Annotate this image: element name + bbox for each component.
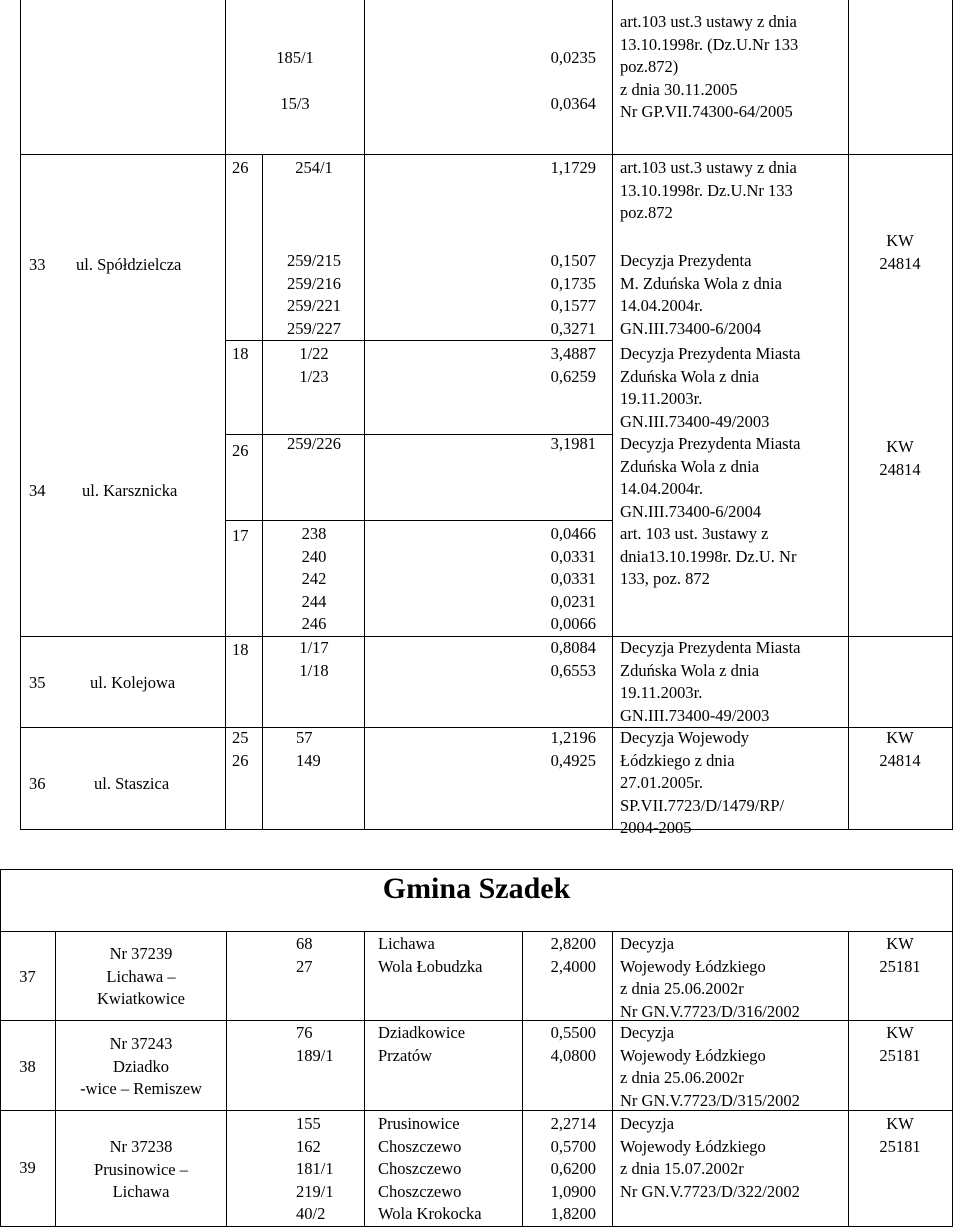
section-title-border-top [0, 869, 953, 870]
kw-number: 24814 [879, 750, 921, 770]
basis-line: 19.11.2003r. [620, 683, 703, 702]
area-value: 0,0235 [550, 48, 596, 67]
kw-cell [850, 436, 950, 481]
basis-text [620, 11, 798, 124]
basis-line: Nr GN.V.7723/D/316/2002 [620, 1001, 800, 1021]
basis-text [620, 523, 796, 591]
bottom-table-border-bottom [0, 1226, 953, 1227]
top-table-rule-4 [225, 520, 612, 521]
road-cell [56, 943, 226, 1011]
basis-line: Decyzja Prezydenta Miasta [620, 344, 801, 363]
basis-line: 2004-2005 [620, 818, 692, 837]
village-name: Lichawa [378, 934, 435, 953]
basis-line: Łódzkiego z dnia [620, 750, 735, 770]
area-cell [480, 93, 596, 116]
basis-line: Wojewody Łódzkiego [620, 1045, 766, 1065]
basis-line: art.103 ust.3 ustawy z dnia [620, 12, 797, 31]
basis-line: Decyzja [620, 1023, 675, 1042]
basis-line: Zduńska Wola z dnia [620, 660, 760, 680]
parcel-number: 259/227 [286, 318, 342, 338]
basis-text [620, 933, 800, 1023]
kw-label: KW [886, 1023, 914, 1042]
basis-line: Nr GN.V.7723/D/315/2002 [620, 1090, 800, 1110]
obreb-number: 26 [232, 158, 249, 177]
basis-text [620, 433, 801, 523]
village-name: Wola Krokocka [378, 1204, 482, 1223]
parcel-number: 185/1 [276, 48, 314, 67]
road-line: Nr 37238 [109, 1137, 173, 1156]
street-name: ul. Spółdzielcza [76, 255, 182, 274]
village-name: Choszczewo [378, 1136, 462, 1156]
top-table-rule-2 [225, 340, 612, 341]
basis-line: z dnia 25.06.2002r [620, 979, 744, 998]
area-value: 0,1507 [550, 251, 596, 270]
basis-line: art. 103 ust. 3ustawy z [620, 524, 769, 543]
basis-line: dnia13.10.1998r. Dz.U. Nr [620, 546, 797, 566]
area-list [480, 1113, 596, 1226]
area-value: 0,0331 [550, 569, 596, 588]
parcel-list [264, 250, 364, 340]
parcel-number: 244 [301, 591, 327, 611]
parcel-number: 242 [301, 569, 327, 588]
area-list [480, 727, 596, 772]
parcel-number: 259/221 [286, 296, 342, 315]
top-table-divider-obreb [262, 154, 263, 830]
area-value: 1,1729 [550, 158, 596, 177]
row-number: 33 [29, 255, 46, 274]
road-line: Lichawa – [106, 966, 176, 986]
basis-line: GN.III.73400-49/2003 [620, 411, 770, 431]
parcel-number: 68 [296, 934, 313, 953]
area-value: 0,6553 [550, 660, 596, 680]
section-title: Gmina Szadek [382, 872, 571, 905]
basis-line: Nr GP.VII.74300-64/2005 [620, 102, 793, 121]
bottom-table-rule-2 [0, 1110, 953, 1111]
area-list [480, 933, 596, 978]
basis-line: GN.III.73400-6/2004 [620, 318, 762, 338]
kw-number: 25181 [879, 1136, 921, 1156]
row-number: 38 [19, 1057, 36, 1076]
basis-line: Wojewody Łódzkiego [620, 956, 766, 976]
parcel-number: 246 [301, 614, 327, 633]
area-value: 1,8200 [550, 1204, 596, 1223]
basis-line: SP.VII.7723/D/1479/RP/ [620, 795, 785, 815]
village-name: Przatów [378, 1045, 433, 1065]
basis-text [620, 637, 801, 727]
basis-line: 13.10.1998r. Dz.U.Nr 133 [620, 180, 793, 200]
parcel-number: 254/1 [295, 158, 333, 177]
area-list [480, 523, 596, 636]
area-value: 2,2714 [550, 1114, 596, 1133]
area-value: 1,2196 [550, 728, 596, 747]
basis-line: GN.III.73400-6/2004 [620, 501, 762, 521]
basis-text [620, 250, 782, 340]
basis-line: Decyzja Prezydenta [620, 251, 752, 270]
bottom-table-divider-basis [848, 931, 849, 1227]
road-line: Kwiatkowice [97, 989, 185, 1008]
basis-line: GN.III.73400-49/2003 [620, 705, 770, 725]
village-name: Choszczewo [378, 1181, 462, 1201]
parcel-number: 219/1 [296, 1181, 334, 1201]
obreb-number: 17 [232, 526, 249, 545]
parcel-list [264, 343, 364, 388]
basis-text [620, 727, 784, 840]
obreb-number: 18 [232, 344, 249, 363]
obreb-number: 26 [232, 441, 249, 460]
basis-line: M. Zduńska Wola z dnia [620, 273, 782, 293]
parcel-cell [230, 93, 360, 116]
village-name: Prusinowice [378, 1114, 460, 1133]
basis-line: Wojewody Łódzkiego [620, 1136, 766, 1156]
parcel-list [264, 637, 364, 682]
top-table-border-left [20, 0, 21, 830]
basis-text [620, 1022, 800, 1112]
area-value: 2,4000 [550, 956, 596, 976]
parcel-number: 1/17 [299, 638, 329, 657]
basis-line: Zduńska Wola z dnia [620, 366, 760, 386]
area-list [480, 1022, 596, 1067]
basis-line: 14.04.2004r. [620, 296, 703, 315]
basis-line: Decyzja Prezydenta Miasta [620, 638, 801, 657]
basis-line: Decyzja [620, 934, 675, 953]
parcel-list [296, 1022, 334, 1067]
top-table-divider-lp [225, 0, 226, 830]
village-name: Dziadkowice [378, 1023, 466, 1042]
obreb-number: 26 [232, 750, 249, 770]
area-list [480, 250, 596, 340]
parcel-list [296, 1113, 334, 1226]
area-cell [480, 47, 596, 70]
area-value: 0,8084 [550, 638, 596, 657]
obreb-list [232, 727, 249, 772]
row-number: 39 [19, 1158, 36, 1177]
kw-cell [850, 1022, 950, 1067]
road-line: Nr 37243 [109, 1034, 173, 1053]
basis-line: Decyzja [620, 1114, 675, 1133]
area-value: 0,1577 [550, 296, 596, 315]
parcel-number: 259/216 [286, 273, 342, 293]
kw-cell [850, 933, 950, 978]
area-value: 2,8200 [550, 934, 596, 953]
road-line: Prusinowice – [94, 1159, 188, 1179]
basis-line: art.103 ust.3 ustawy z dnia [620, 158, 797, 177]
area-value: 0,6259 [550, 366, 596, 386]
bottom-table-divider-road [226, 931, 227, 1227]
kw-label: KW [886, 437, 914, 456]
area-value: 0,0466 [550, 524, 596, 543]
parcel-number: 162 [296, 1136, 321, 1156]
street-name: ul. Kolejowa [90, 673, 176, 692]
village-list [378, 933, 483, 978]
kw-cell [850, 727, 950, 772]
row-number: 34 [29, 481, 46, 500]
area-value: 0,5700 [550, 1136, 596, 1156]
area-value: 4,0800 [550, 1045, 596, 1065]
parcel-number: 189/1 [296, 1045, 334, 1065]
basis-line: poz.872 [620, 203, 673, 222]
parcel-number: 181/1 [296, 1159, 334, 1178]
area-value: 1,0900 [550, 1181, 596, 1201]
village-list [378, 1022, 465, 1067]
basis-line: 19.11.2003r. [620, 389, 703, 408]
basis-line: poz.872) [620, 57, 679, 76]
bottom-table-rule-1 [0, 1020, 953, 1021]
kw-cell [850, 1113, 950, 1158]
top-table-border-right [952, 0, 953, 830]
obreb-number: 25 [232, 728, 249, 747]
kw-label: KW [886, 728, 914, 747]
road-line: Nr 37239 [109, 944, 173, 963]
area-list [480, 637, 596, 682]
basis-line: 14.04.2004r. [620, 479, 703, 498]
street-name: ul. Karsznicka [82, 481, 178, 500]
top-table-divider-basis [848, 0, 849, 830]
parcel-number: 1/18 [299, 660, 329, 680]
kw-number: 24814 [879, 459, 921, 479]
bottom-table-border-top [0, 931, 953, 932]
row-number: 36 [29, 774, 46, 793]
basis-line: z dnia 25.06.2002r [620, 1068, 744, 1087]
village-name: Choszczewo [378, 1159, 462, 1178]
area-value: 0,0364 [550, 94, 596, 113]
top-table-divider-parcel [364, 0, 365, 830]
kw-number: 24814 [879, 253, 921, 273]
parcel-number: 1/22 [299, 344, 329, 363]
kw-label: KW [886, 934, 914, 953]
basis-line: Zduńska Wola z dnia [620, 456, 760, 476]
basis-line: Decyzja Wojewody [620, 728, 749, 747]
area-value: 0,5500 [550, 1023, 596, 1042]
kw-label: KW [886, 1114, 914, 1133]
parcel-list [264, 523, 364, 636]
road-line: Lichawa [112, 1182, 170, 1201]
parcel-number: 57 [296, 728, 313, 747]
parcel-number: 40/2 [296, 1204, 326, 1223]
street-name: ul. Staszica [94, 774, 170, 793]
basis-line: Decyzja Prezydenta Miasta [620, 434, 801, 453]
basis-text [620, 343, 801, 433]
basis-line: 13.10.1998r. (Dz.U.Nr 133 [620, 34, 799, 54]
area-value: 0,0331 [550, 546, 596, 566]
area-value: 0,0231 [550, 591, 596, 611]
row-number: 35 [29, 673, 46, 692]
parcel-number: 259/215 [286, 251, 342, 270]
parcel-number: 1/23 [299, 366, 329, 386]
basis-text [620, 1113, 800, 1203]
top-table-divider-area [612, 0, 613, 830]
village-name: Wola Łobudzka [378, 956, 483, 976]
kw-number: 25181 [879, 956, 921, 976]
basis-line: 27.01.2005r. [620, 773, 703, 792]
road-cell [56, 1136, 226, 1204]
basis-line: 133, poz. 872 [620, 569, 710, 588]
road-line: Dziadko [113, 1056, 169, 1076]
parcel-number: 155 [296, 1114, 321, 1133]
kw-cell [850, 230, 950, 275]
parcel-number: 149 [296, 750, 321, 770]
parcel-list [296, 933, 313, 978]
village-list [378, 1113, 482, 1226]
area-value: 3,1981 [550, 434, 596, 453]
basis-line: z dnia 15.07.2002r [620, 1159, 744, 1178]
row-number: 37 [19, 967, 36, 986]
parcel-number: 259/226 [286, 434, 342, 453]
parcel-number: 15/3 [280, 94, 310, 113]
parcel-cell [230, 47, 360, 70]
parcel-number: 240 [301, 546, 327, 566]
road-cell [56, 1033, 226, 1101]
area-value: 0,0066 [550, 614, 596, 633]
road-line: -wice – Remiszew [80, 1079, 202, 1098]
parcel-number: 27 [296, 956, 313, 976]
parcel-list [296, 727, 321, 772]
bottom-table-border-right [952, 931, 953, 1227]
top-table-rule-1 [20, 154, 953, 155]
area-list [480, 343, 596, 388]
area-value: 0,3271 [550, 318, 596, 338]
area-value: 0,6200 [550, 1159, 596, 1178]
top-table-border-bottom [20, 829, 953, 830]
kw-number: 25181 [879, 1045, 921, 1065]
bottom-table-divider-area [612, 931, 613, 1227]
area-value: 0,4925 [550, 750, 596, 770]
area-value: 0,1735 [550, 273, 596, 293]
basis-text [620, 157, 797, 225]
bottom-table-divider-parcel [364, 931, 365, 1227]
basis-line: z dnia 30.11.2005 [620, 79, 738, 99]
parcel-number: 238 [301, 524, 327, 543]
basis-line: Nr GN.V.7723/D/322/2002 [620, 1181, 800, 1201]
area-value: 3,4887 [550, 344, 596, 363]
obreb-number: 18 [232, 640, 249, 659]
kw-label: KW [886, 231, 914, 250]
parcel-number: 76 [296, 1023, 313, 1042]
